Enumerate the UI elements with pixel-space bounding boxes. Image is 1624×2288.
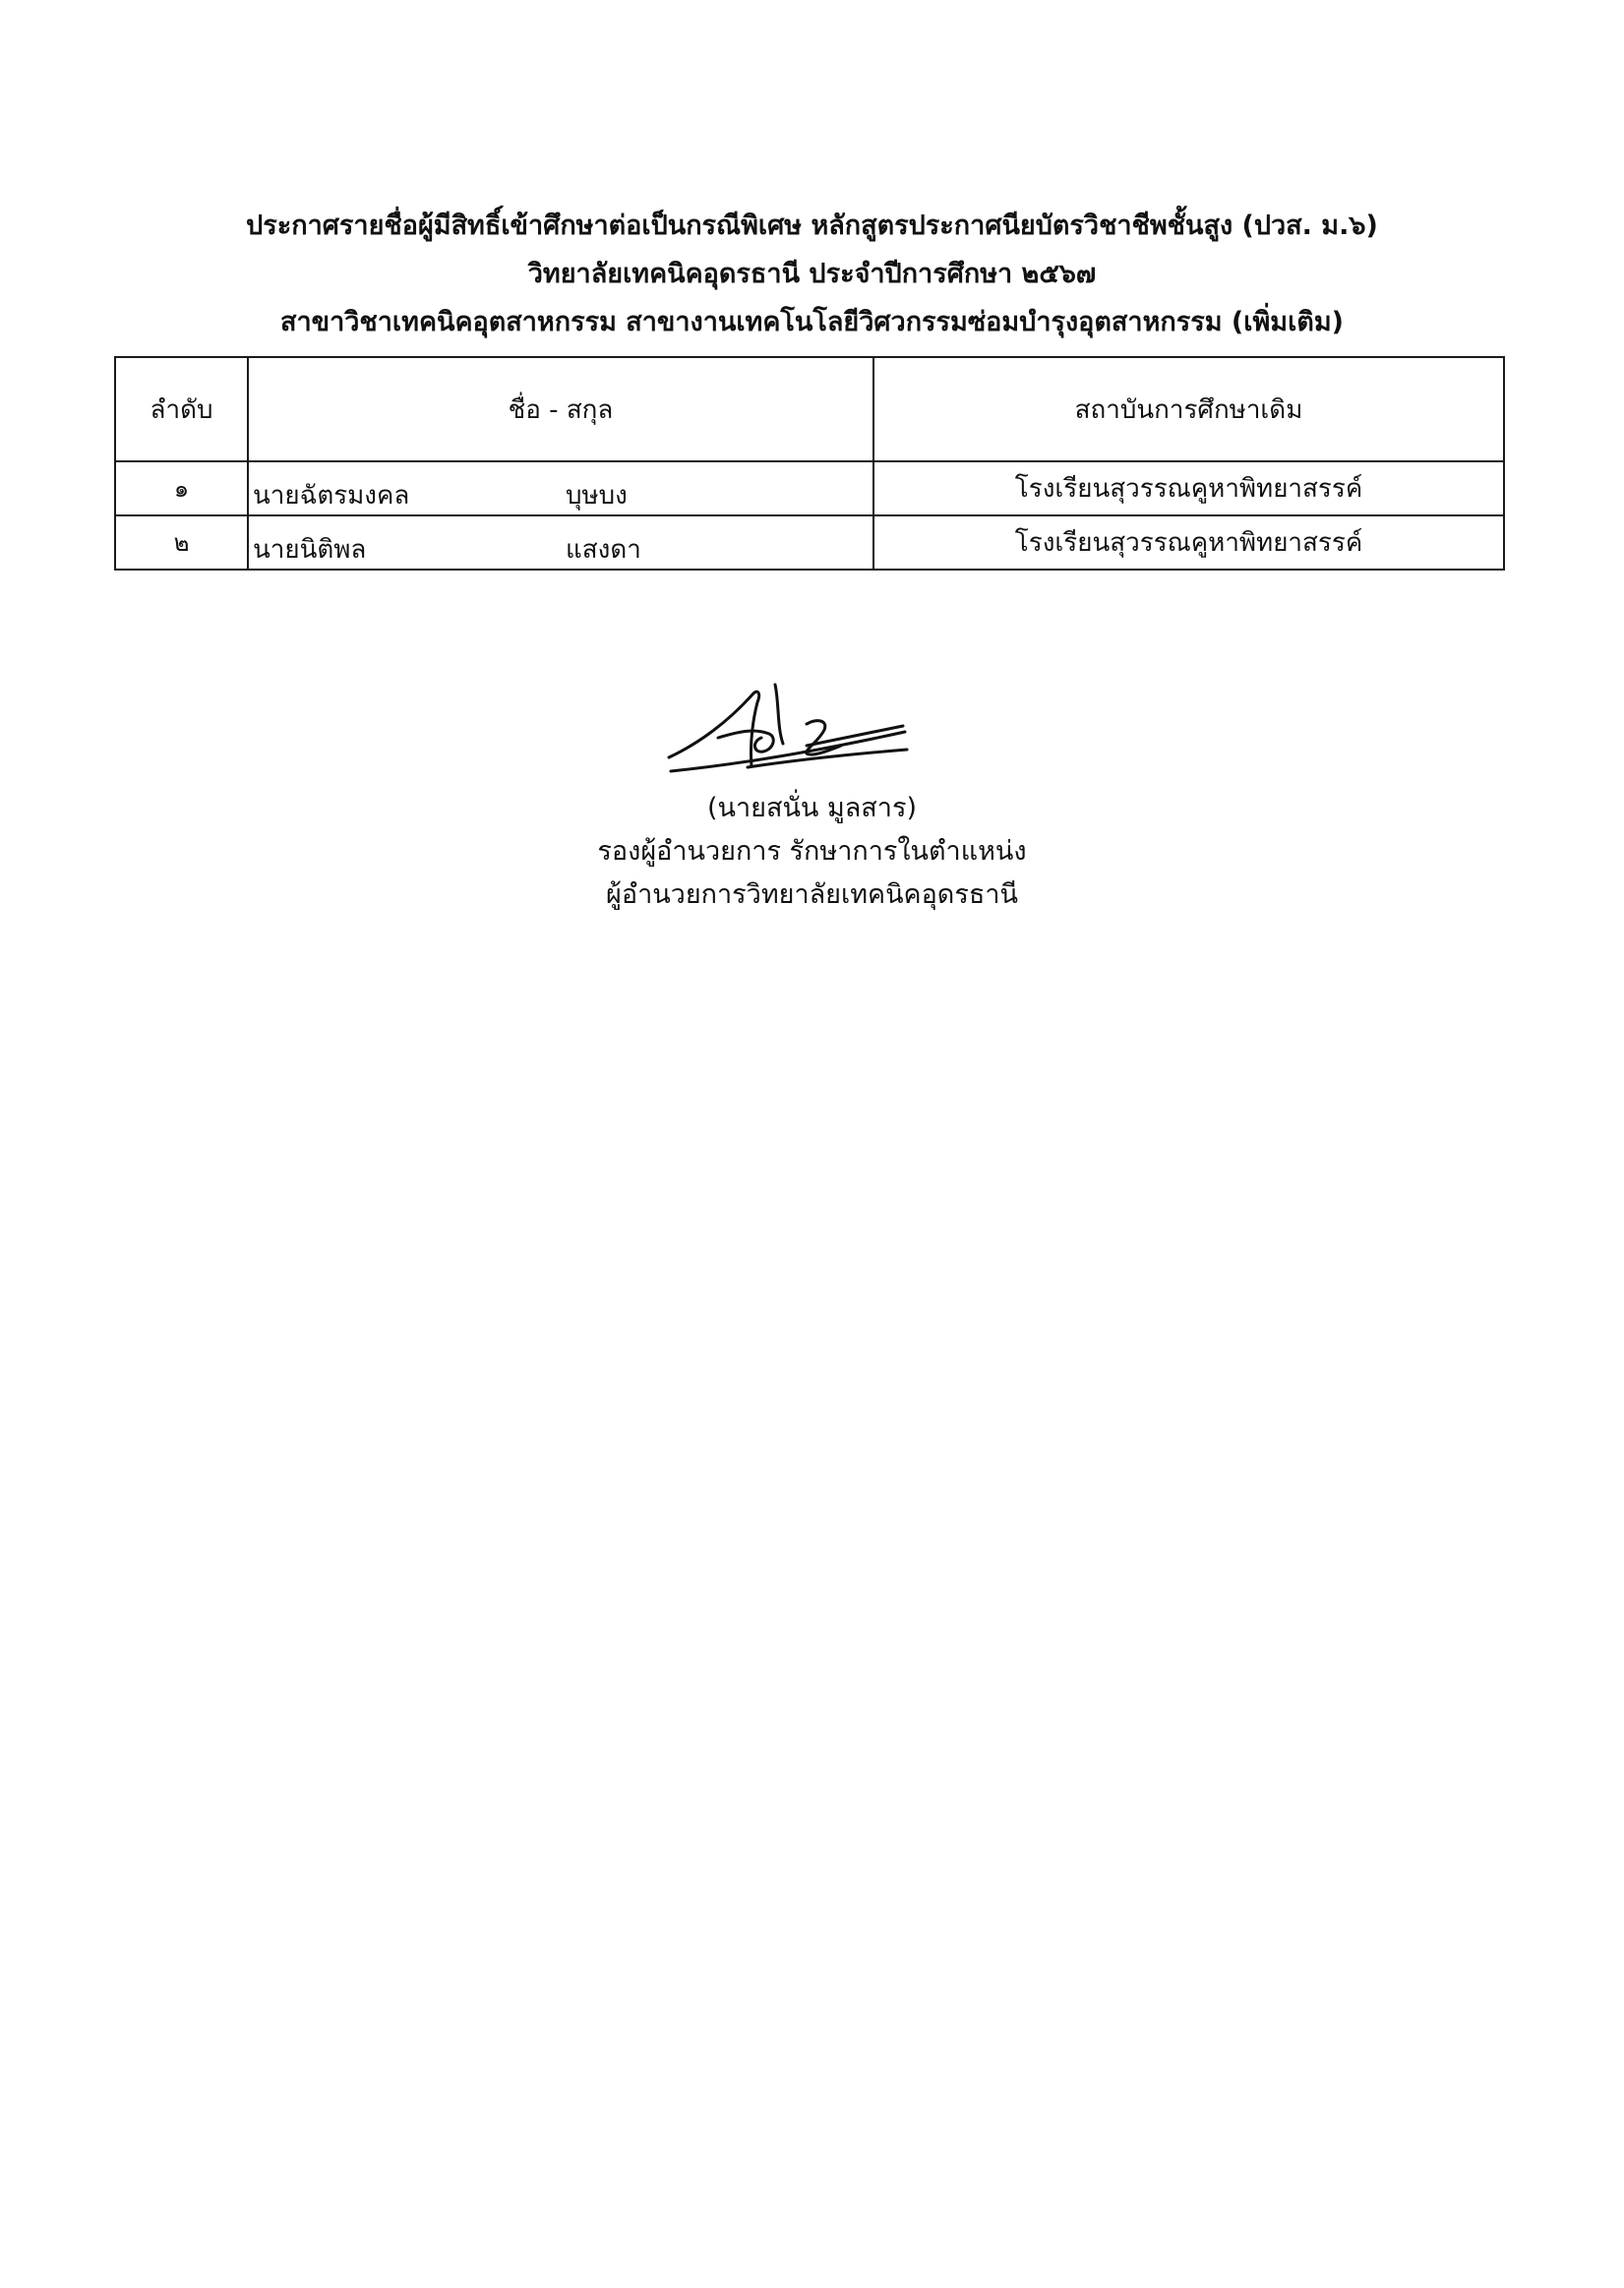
- signer-block: [0, 787, 1624, 917]
- handwritten-signature: [659, 673, 915, 791]
- header-college-line: วิทยาลัยเทคนิคอุดรธานี ประจำปีการศึกษา ๒๕๖๗: [527, 259, 1097, 289]
- row-last-name: แสงดา: [566, 535, 641, 565]
- signer-position-acting: รองผู้อำนวยการ รักษาการในตำแหน่ง: [597, 836, 1027, 867]
- row-first-name: นายนิติพล: [253, 535, 367, 565]
- announcement-header: [0, 209, 1624, 340]
- column-header-name: ชื่อ - สกุล: [248, 357, 873, 461]
- signer-name: (นายสนั่น มูลสาร): [707, 793, 917, 823]
- table-row: [115, 461, 1504, 515]
- row-order: ๑: [115, 461, 248, 515]
- column-header-school: สถาบันการศึกษาเดิม: [873, 357, 1504, 461]
- student-roster-table: [114, 356, 1505, 571]
- row-order: ๒: [115, 515, 248, 570]
- table-header-row: [115, 357, 1504, 461]
- row-name: [248, 515, 873, 570]
- row-school: โรงเรียนสุวรรณคูหาพิทยาสรรค์: [873, 461, 1504, 515]
- row-last-name: บุษบง: [566, 481, 628, 511]
- header-program-line: สาขาวิชาเทคนิคอุตสาหกรรม สาขางานเทคโนโลยีวิศวกรรมซ่อมบำรุงอุตสาหกรรม (เพิ่มเติม): [280, 307, 1344, 337]
- row-school: โรงเรียนสุวรรณคูหาพิทยาสรรค์: [873, 515, 1504, 570]
- row-first-name: นายฉัตรมงคล: [253, 481, 410, 511]
- table-row: [115, 515, 1504, 570]
- column-header-order: ลำดับ: [115, 357, 248, 461]
- row-name: [248, 461, 873, 515]
- header-title-line: ประกาศรายชื่อผู้มีสิทธิ์เข้าศึกษาต่อเป็นกรณีพิเศษ หลักสูตรประกาศนียบัตรวิชาชีพชั้นสูง (ปวส. ม.๖): [246, 211, 1378, 241]
- signer-position-director: ผู้อำนวยการวิทยาลัยเทคนิคอุดรธานี: [606, 879, 1018, 910]
